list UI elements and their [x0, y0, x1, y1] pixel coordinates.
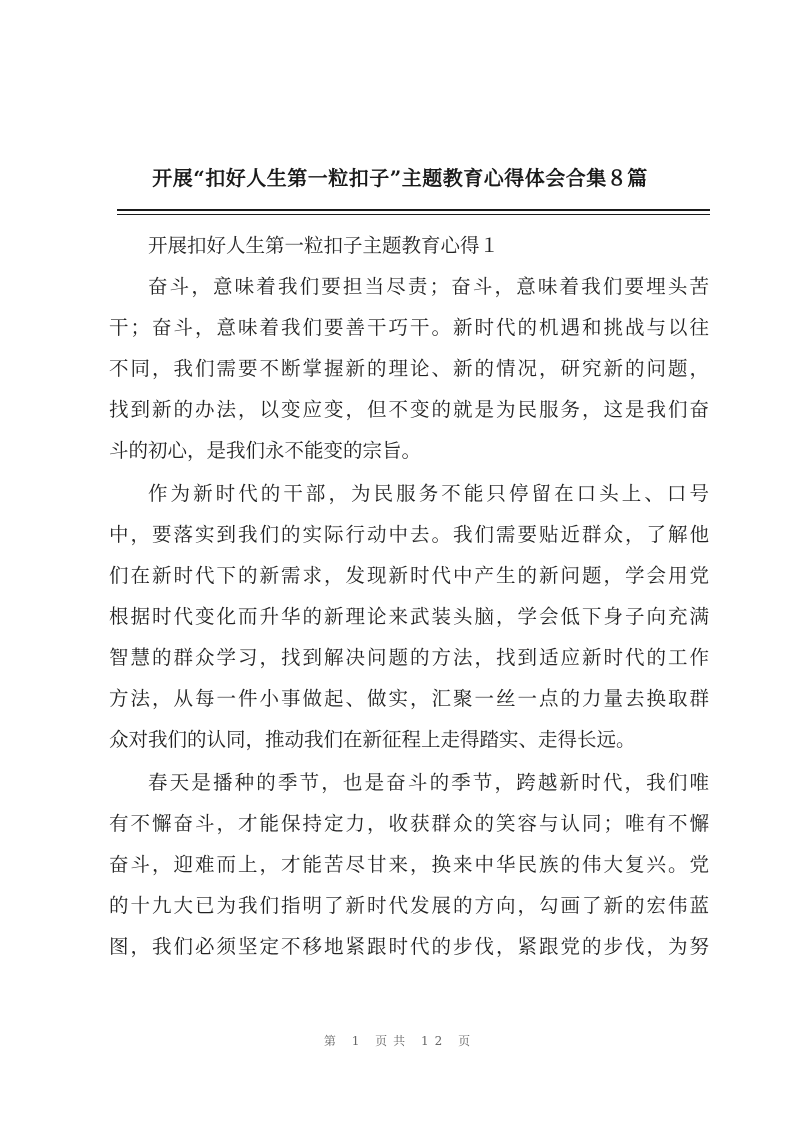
title-rule-thin — [117, 214, 710, 215]
document-title: 开展“扣好人生第一粒扣子”主题教育心得体会合集８篇 — [152, 166, 648, 190]
page-label-suffix: 页 — [458, 1034, 477, 1048]
body-line: 找到新的办法，以变应变，但不变的就是为民服务，这是我们奋 — [109, 398, 709, 421]
body-line: 有不懈奋斗，才能保持定力，收获群众的笑容与认同；唯有不懈 — [109, 812, 709, 835]
page-footer — [0, 1032, 800, 1049]
body-line: 中，要落实到我们的实际行动中去。我们需要贴近群众，了解他 — [109, 523, 709, 546]
body-line: 作为新时代的干部，为民服务不能只停留在口头上、口号 — [148, 482, 709, 505]
body-line: 的十九大已为我们指明了新时代发展的方向，勾画了新的宏伟蓝 — [109, 894, 709, 917]
page-label-prefix: 第 — [323, 1034, 342, 1048]
page-total: 12 — [421, 1034, 449, 1048]
body-line: 奋斗，意味着我们要担当尽责；奋斗，意味着我们要埋头苦 — [148, 275, 709, 298]
section-heading: 开展扣好人生第一粒扣子主题教育心得１ — [148, 234, 500, 257]
body-line: 不同，我们需要不断掌握新的理论、新的情况，研究新的问题， — [109, 357, 709, 380]
page-label-mid: 页共 — [375, 1034, 412, 1048]
body-line: 根据时代变化而升华的新理论来武装头脑，学会低下身子向充满 — [109, 605, 709, 628]
body-line: 干；奋斗，意味着我们要善干巧干。新时代的机遇和挑战与以往 — [109, 316, 709, 339]
body-line: 春天是播种的季节，也是奋斗的季节，跨越新时代，我们唯 — [148, 771, 709, 794]
body-line: 斗的初心，是我们永不能变的宗旨。 — [109, 439, 422, 462]
body-line: 图，我们必须坚定不移地紧跟时代的步伐，紧跟党的步伐，为努 — [109, 935, 709, 958]
page-number: 1 — [351, 1034, 366, 1048]
body-line: 智慧的群众学习，找到解决问题的方法，找到适应新时代的工作 — [109, 646, 709, 669]
body-line: 们在新时代下的新需求，发现新时代中产生的新问题，学会用党 — [109, 564, 709, 587]
body-line: 方法，从每一件小事做起、做实，汇聚一丝一点的力量去换取群 — [109, 687, 709, 710]
body-line: 奋斗，迎难而上，才能苦尽甘来，换来中华民族的伟大复兴。党 — [109, 853, 709, 876]
title-rule-thick — [117, 209, 710, 211]
body-line: 众对我们的认同，推动我们在新征程上走得踏实、走得长远。 — [109, 728, 636, 751]
